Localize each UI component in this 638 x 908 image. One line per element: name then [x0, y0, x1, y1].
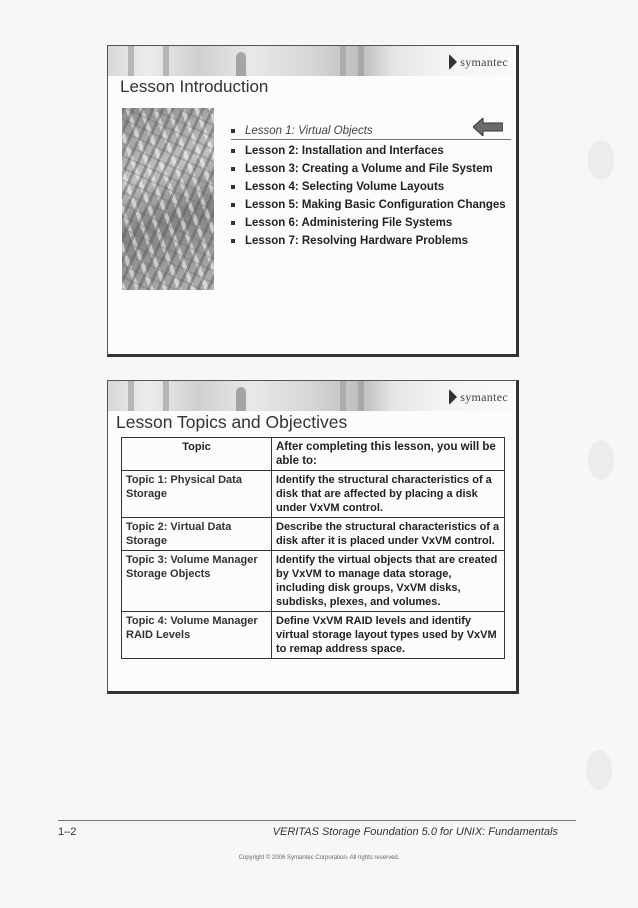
topic-cell: Topic 4: Volume Manager RAID Levels — [122, 612, 272, 659]
table-row — [122, 551, 505, 612]
objective-cell: Identify the structural characteristics of a disk that are affected by placing a disk under VxVM control. — [272, 471, 505, 518]
bullet-icon — [231, 167, 235, 171]
table-row — [122, 518, 505, 551]
banner-decoration — [358, 46, 364, 76]
bullet-icon — [231, 221, 235, 225]
symantec-logo — [449, 52, 508, 72]
logo-text: symantec — [460, 54, 508, 69]
bullet-icon — [231, 203, 235, 207]
slide-lesson-introduction — [107, 45, 519, 357]
banner-figure — [236, 387, 246, 411]
symantec-logo — [449, 387, 508, 407]
slide-lesson-topics — [107, 380, 519, 694]
page-number: 1–2 — [58, 826, 77, 838]
symantec-logo-icon — [449, 54, 457, 70]
lesson-item: Lesson 6: Administering File Systems — [231, 216, 511, 230]
lesson-item: Lesson 2: Installation and Interfaces — [231, 144, 511, 158]
bullet-icon — [231, 129, 235, 133]
city-aerial-image — [122, 108, 214, 290]
banner-decoration — [128, 381, 134, 411]
scan-artifact — [588, 440, 614, 480]
banner-decoration — [340, 46, 346, 76]
topic-cell: Topic 2: Virtual Data Storage — [122, 518, 272, 551]
banner-decoration — [340, 381, 346, 411]
lesson-item: Lesson 3: Creating a Volume and File System — [231, 162, 511, 176]
topics-table — [121, 437, 505, 659]
symantec-logo-icon — [449, 389, 457, 405]
table-row — [122, 471, 505, 518]
left-arrow-icon — [473, 118, 503, 136]
table-row — [122, 612, 505, 659]
copyright-notice: Copyright © 2006 Symantec Corporation. All rights reserved. — [238, 855, 400, 861]
objective-cell: Define VxVM RAID levels and identify virtual storage layout types used by VxVM to remap address space. — [272, 612, 505, 659]
lesson-item-current: Lesson 1: Virtual Objects — [231, 124, 511, 140]
banner-decoration — [358, 381, 364, 411]
footer-divider — [58, 820, 576, 821]
slide-title: Lesson Topics and Objectives — [116, 412, 348, 432]
bullet-icon — [231, 149, 235, 153]
objective-cell: Identify the virtual objects that are created by VxVM to manage data storage, including disk groups, VxVM disks, subdisks, plexes, and volumes. — [272, 551, 505, 612]
column-header-topic: Topic — [122, 438, 272, 471]
topic-cell: Topic 3: Volume Manager Storage Objects — [122, 551, 272, 612]
scan-artifact — [588, 140, 614, 180]
book-title: VERITAS Storage Foundation 5.0 for UNIX: Fundamentals — [272, 826, 558, 838]
column-header-objectives: After completing this lesson, you will be able to: — [272, 438, 505, 471]
slide-title: Lesson Introduction — [120, 77, 269, 96]
banner-figure — [236, 52, 246, 76]
banner-decoration — [128, 46, 134, 76]
logo-text: symantec — [460, 389, 508, 404]
bullet-icon — [231, 239, 235, 243]
lesson-item: Lesson 7: Resolving Hardware Problems — [231, 234, 511, 248]
bullet-icon — [231, 185, 235, 189]
lesson-item: Lesson 5: Making Basic Configuration Changes — [231, 198, 511, 212]
scan-artifact — [586, 750, 612, 790]
lesson-item: Lesson 4: Selecting Volume Layouts — [231, 180, 511, 194]
table-header-row — [122, 438, 505, 471]
banner-decoration — [163, 381, 169, 411]
objective-cell: Describe the structural characteristics of a disk after it is placed under VxVM control. — [272, 518, 505, 551]
topic-cell: Topic 1: Physical Data Storage — [122, 471, 272, 518]
banner-decoration — [163, 46, 169, 76]
lesson-list — [231, 124, 511, 252]
